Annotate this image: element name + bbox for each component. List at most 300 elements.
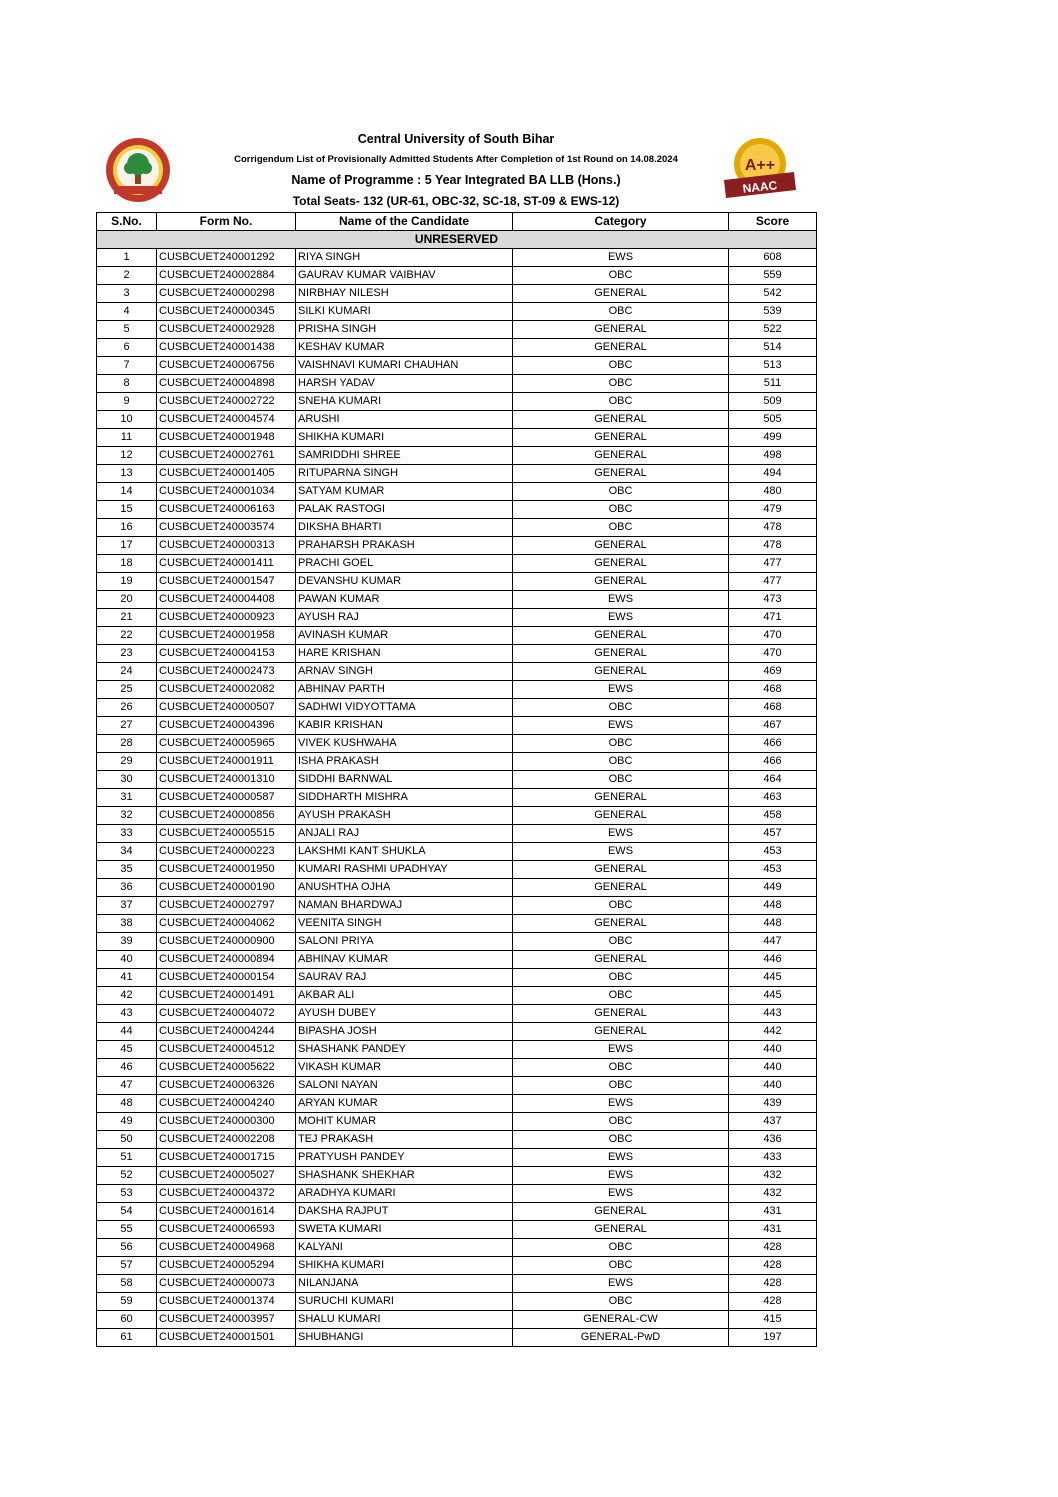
cell-category: GENERAL	[513, 1203, 729, 1221]
cell-category: GENERAL	[513, 879, 729, 897]
cell-form-no: CUSBCUET240001405	[157, 465, 296, 483]
cell-sno: 58	[97, 1275, 157, 1293]
cell-name: HARE KRISHAN	[296, 645, 513, 663]
cell-form-no: CUSBCUET240001374	[157, 1293, 296, 1311]
cell-name: TEJ PRAKASH	[296, 1131, 513, 1149]
column-header-name: Name of the Candidate	[296, 213, 513, 231]
table-row	[97, 645, 817, 663]
cell-name: ARNAV SINGH	[296, 663, 513, 681]
cell-form-no: CUSBCUET240006163	[157, 501, 296, 519]
cell-score: 471	[729, 609, 817, 627]
cell-category: GENERAL	[513, 1023, 729, 1041]
naac-label: NAAC	[741, 178, 778, 196]
cell-name: KABIR KRISHAN	[296, 717, 513, 735]
cell-score: 457	[729, 825, 817, 843]
admission-table	[96, 212, 817, 1347]
table-row	[97, 303, 817, 321]
table-row	[97, 789, 817, 807]
cell-name: VIVEK KUSHWAHA	[296, 735, 513, 753]
cell-score: 468	[729, 699, 817, 717]
cell-score: 608	[729, 249, 817, 267]
document-subtitle: Corrigendum List of Provisionally Admitted Students After Completion of 1st Round on 14.08.2024	[234, 154, 678, 165]
cell-form-no: CUSBCUET240001948	[157, 429, 296, 447]
cell-score: 478	[729, 537, 817, 555]
naac-logo-icon	[720, 134, 798, 206]
cell-sno: 28	[97, 735, 157, 753]
cell-form-no: CUSBCUET240000073	[157, 1275, 296, 1293]
cell-form-no: CUSBCUET240005622	[157, 1059, 296, 1077]
cell-name: NAMAN BHARDWAJ	[296, 897, 513, 915]
cell-category: GENERAL	[513, 339, 729, 357]
table-row	[97, 933, 817, 951]
cell-category: GENERAL	[513, 573, 729, 591]
cell-sno: 54	[97, 1203, 157, 1221]
cell-category: OBC	[513, 519, 729, 537]
cell-sno: 51	[97, 1149, 157, 1167]
cell-name: ABHINAV KUMAR	[296, 951, 513, 969]
naac-grade: A++	[744, 157, 776, 174]
cell-category: OBC	[513, 987, 729, 1005]
cell-form-no: CUSBCUET240001411	[157, 555, 296, 573]
cell-category: EWS	[513, 717, 729, 735]
cell-score: 440	[729, 1059, 817, 1077]
table-row	[97, 951, 817, 969]
cell-sno: 41	[97, 969, 157, 987]
cell-form-no: CUSBCUET240000298	[157, 285, 296, 303]
cell-category: GENERAL	[513, 537, 729, 555]
cell-category: EWS	[513, 609, 729, 627]
cell-name: GAURAV KUMAR VAIBHAV	[296, 267, 513, 285]
cell-sno: 37	[97, 897, 157, 915]
table-row	[97, 591, 817, 609]
cell-category: OBC	[513, 771, 729, 789]
cell-name: ANJALI RAJ	[296, 825, 513, 843]
cell-category: EWS	[513, 825, 729, 843]
table-row	[97, 1095, 817, 1113]
table-row	[97, 375, 817, 393]
cell-sno: 60	[97, 1311, 157, 1329]
cell-sno: 50	[97, 1131, 157, 1149]
table-row	[97, 357, 817, 375]
cell-sno: 7	[97, 357, 157, 375]
table-row	[97, 1167, 817, 1185]
cell-score: 445	[729, 969, 817, 987]
cell-sno: 36	[97, 879, 157, 897]
table-row	[97, 627, 817, 645]
section-title: UNRESERVED	[97, 231, 817, 249]
cell-category: GENERAL	[513, 429, 729, 447]
cell-name: PRISHA SINGH	[296, 321, 513, 339]
cell-score: 498	[729, 447, 817, 465]
cell-name: KUMARI RASHMI UPADHYAY	[296, 861, 513, 879]
cell-score: 478	[729, 519, 817, 537]
cell-sno: 49	[97, 1113, 157, 1131]
cell-category: OBC	[513, 483, 729, 501]
cell-sno: 38	[97, 915, 157, 933]
cell-score: 433	[729, 1149, 817, 1167]
cell-name: DAKSHA RAJPUT	[296, 1203, 513, 1221]
cell-form-no: CUSBCUET240004240	[157, 1095, 296, 1113]
cell-name: VAISHNAVI KUMARI CHAUHAN	[296, 357, 513, 375]
cell-score: 477	[729, 555, 817, 573]
cell-category: GENERAL	[513, 663, 729, 681]
cell-name: AKBAR ALI	[296, 987, 513, 1005]
table-row	[97, 807, 817, 825]
table-row	[97, 969, 817, 987]
cell-score: 445	[729, 987, 817, 1005]
cell-category: GENERAL	[513, 411, 729, 429]
cell-score: 477	[729, 573, 817, 591]
cell-name: AVINASH KUMAR	[296, 627, 513, 645]
cell-sno: 17	[97, 537, 157, 555]
cell-form-no: CUSBCUET240006326	[157, 1077, 296, 1095]
cell-form-no: CUSBCUET240000190	[157, 879, 296, 897]
cell-name: PRACHI GOEL	[296, 555, 513, 573]
cell-form-no: CUSBCUET240002208	[157, 1131, 296, 1149]
cell-name: ARUSHI	[296, 411, 513, 429]
cell-score: 437	[729, 1113, 817, 1131]
cell-form-no: CUSBCUET240001292	[157, 249, 296, 267]
table-row	[97, 1329, 817, 1347]
cell-score: 514	[729, 339, 817, 357]
table-row	[97, 1239, 817, 1257]
cell-score: 466	[729, 753, 817, 771]
cell-score: 428	[729, 1275, 817, 1293]
table-row	[97, 825, 817, 843]
cell-score: 499	[729, 429, 817, 447]
cell-form-no: CUSBCUET240003574	[157, 519, 296, 537]
cell-sno: 33	[97, 825, 157, 843]
cell-sno: 56	[97, 1239, 157, 1257]
cell-name: SALONI PRIYA	[296, 933, 513, 951]
cell-form-no: CUSBCUET240001491	[157, 987, 296, 1005]
cell-sno: 53	[97, 1185, 157, 1203]
table-row	[97, 249, 817, 267]
cell-category: GENERAL	[513, 951, 729, 969]
cell-form-no: CUSBCUET240005965	[157, 735, 296, 753]
cell-form-no: CUSBCUET240005027	[157, 1167, 296, 1185]
cell-name: SILKI KUMARI	[296, 303, 513, 321]
table-header-row	[97, 213, 817, 231]
table-row	[97, 465, 817, 483]
table-row	[97, 1311, 817, 1329]
cell-name: SWETA KUMARI	[296, 1221, 513, 1239]
cell-score: 522	[729, 321, 817, 339]
cell-name: ISHA PRAKASH	[296, 753, 513, 771]
cell-form-no: CUSBCUET240001950	[157, 861, 296, 879]
document-header	[96, 130, 816, 212]
table-row	[97, 429, 817, 447]
cell-score: 470	[729, 645, 817, 663]
cell-sno: 35	[97, 861, 157, 879]
cell-form-no: CUSBCUET240004372	[157, 1185, 296, 1203]
cell-name: SNEHA KUMARI	[296, 393, 513, 411]
cell-score: 539	[729, 303, 817, 321]
cell-form-no: CUSBCUET240004968	[157, 1239, 296, 1257]
cell-category: GENERAL	[513, 627, 729, 645]
cell-score: 197	[729, 1329, 817, 1347]
cell-form-no: CUSBCUET240000894	[157, 951, 296, 969]
column-header-form-no: Form No.	[157, 213, 296, 231]
cell-score: 448	[729, 915, 817, 933]
cell-sno: 43	[97, 1005, 157, 1023]
cell-form-no: CUSBCUET240002082	[157, 681, 296, 699]
table-row	[97, 717, 817, 735]
cell-sno: 19	[97, 573, 157, 591]
cell-form-no: CUSBCUET240000587	[157, 789, 296, 807]
cell-name: VIKASH KUMAR	[296, 1059, 513, 1077]
table-row	[97, 393, 817, 411]
cell-form-no: CUSBCUET240000313	[157, 537, 296, 555]
cell-score: 453	[729, 843, 817, 861]
cell-sno: 40	[97, 951, 157, 969]
cell-sno: 52	[97, 1167, 157, 1185]
cell-score: 442	[729, 1023, 817, 1041]
cell-name: SURUCHI KUMARI	[296, 1293, 513, 1311]
cell-form-no: CUSBCUET240000923	[157, 609, 296, 627]
cell-score: 470	[729, 627, 817, 645]
table-row	[97, 447, 817, 465]
cell-form-no: CUSBCUET240001310	[157, 771, 296, 789]
table-row	[97, 483, 817, 501]
cell-form-no: CUSBCUET240002797	[157, 897, 296, 915]
cell-sno: 18	[97, 555, 157, 573]
table-row	[97, 501, 817, 519]
cell-sno: 5	[97, 321, 157, 339]
cell-sno: 48	[97, 1095, 157, 1113]
cell-sno: 12	[97, 447, 157, 465]
cell-score: 505	[729, 411, 817, 429]
table-row	[97, 1275, 817, 1293]
cell-name: SALONI NAYAN	[296, 1077, 513, 1095]
cell-form-no: CUSBCUET240003957	[157, 1311, 296, 1329]
cell-name: KALYANI	[296, 1239, 513, 1257]
cell-sno: 47	[97, 1077, 157, 1095]
cell-sno: 44	[97, 1023, 157, 1041]
cell-name: NIRBHAY NILESH	[296, 285, 513, 303]
cell-name: SHASHANK PANDEY	[296, 1041, 513, 1059]
cell-name: MOHIT KUMAR	[296, 1113, 513, 1131]
cell-category: GENERAL	[513, 447, 729, 465]
cell-sno: 4	[97, 303, 157, 321]
table-row	[97, 411, 817, 429]
cell-form-no: CUSBCUET240001034	[157, 483, 296, 501]
cell-score: 428	[729, 1239, 817, 1257]
cell-form-no: CUSBCUET240004062	[157, 915, 296, 933]
cell-name: PALAK RASTOGI	[296, 501, 513, 519]
cell-name: SHALU KUMARI	[296, 1311, 513, 1329]
table-row	[97, 1293, 817, 1311]
cell-form-no: CUSBCUET240004396	[157, 717, 296, 735]
cell-sno: 16	[97, 519, 157, 537]
cell-form-no: CUSBCUET240004153	[157, 645, 296, 663]
cell-score: 511	[729, 375, 817, 393]
table-row	[97, 753, 817, 771]
cell-category: EWS	[513, 1149, 729, 1167]
cell-sno: 39	[97, 933, 157, 951]
cell-name: SIDDHI BARNWAL	[296, 771, 513, 789]
cell-category: GENERAL	[513, 555, 729, 573]
cell-score: 469	[729, 663, 817, 681]
cell-name: HARSH YADAV	[296, 375, 513, 393]
cell-score: 443	[729, 1005, 817, 1023]
cell-sno: 26	[97, 699, 157, 717]
cell-score: 513	[729, 357, 817, 375]
table-row	[97, 1059, 817, 1077]
cell-score: 463	[729, 789, 817, 807]
cell-score: 440	[729, 1041, 817, 1059]
cell-category: GENERAL-PwD	[513, 1329, 729, 1347]
cell-score: 453	[729, 861, 817, 879]
cell-category: OBC	[513, 303, 729, 321]
cell-category: OBC	[513, 1257, 729, 1275]
cell-category: OBC	[513, 1059, 729, 1077]
table-row	[97, 861, 817, 879]
cell-form-no: CUSBCUET240004408	[157, 591, 296, 609]
cell-form-no: CUSBCUET240000223	[157, 843, 296, 861]
cell-score: 447	[729, 933, 817, 951]
cell-category: EWS	[513, 1041, 729, 1059]
cell-name: AYUSH RAJ	[296, 609, 513, 627]
table-row	[97, 1185, 817, 1203]
cell-sno: 9	[97, 393, 157, 411]
cell-category: GENERAL-CW	[513, 1311, 729, 1329]
cell-form-no: CUSBCUET240000345	[157, 303, 296, 321]
table-row	[97, 1077, 817, 1095]
cell-score: 542	[729, 285, 817, 303]
cell-name: DEVANSHU KUMAR	[296, 573, 513, 591]
cell-sno: 31	[97, 789, 157, 807]
total-seats: Total Seats- 132 (UR-61, OBC-32, SC-18, ST-09 & EWS-12)	[292, 194, 620, 208]
cell-form-no: CUSBCUET240000300	[157, 1113, 296, 1131]
cell-score: 415	[729, 1311, 817, 1329]
cell-name: KESHAV KUMAR	[296, 339, 513, 357]
cell-name: SIDDHARTH MISHRA	[296, 789, 513, 807]
cell-form-no: CUSBCUET240001501	[157, 1329, 296, 1347]
cell-sno: 14	[97, 483, 157, 501]
cell-sno: 32	[97, 807, 157, 825]
cell-form-no: CUSBCUET240001958	[157, 627, 296, 645]
cell-name: DIKSHA BHARTI	[296, 519, 513, 537]
cell-sno: 21	[97, 609, 157, 627]
cell-category: OBC	[513, 735, 729, 753]
table-row	[97, 663, 817, 681]
table-row	[97, 1203, 817, 1221]
cell-score: 449	[729, 879, 817, 897]
cell-score: 448	[729, 897, 817, 915]
cell-score: 431	[729, 1221, 817, 1239]
cell-sno: 1	[97, 249, 157, 267]
cell-category: OBC	[513, 501, 729, 519]
cell-category: EWS	[513, 1275, 729, 1293]
cell-sno: 11	[97, 429, 157, 447]
cell-name: NILANJANA	[296, 1275, 513, 1293]
column-header-category: Category	[513, 213, 729, 231]
cell-form-no: CUSBCUET240006593	[157, 1221, 296, 1239]
table-row	[97, 1005, 817, 1023]
table-row	[97, 1113, 817, 1131]
table-row	[97, 1149, 817, 1167]
cell-sno: 8	[97, 375, 157, 393]
cell-category: OBC	[513, 897, 729, 915]
cell-category: EWS	[513, 1167, 729, 1185]
cell-score: 428	[729, 1257, 817, 1275]
cell-name: BIPASHA JOSH	[296, 1023, 513, 1041]
cell-category: OBC	[513, 1239, 729, 1257]
cell-sno: 23	[97, 645, 157, 663]
table-row	[97, 843, 817, 861]
cell-sno: 57	[97, 1257, 157, 1275]
cell-name: SAMRIDDHI SHREE	[296, 447, 513, 465]
column-header-sno: S.No.	[97, 213, 157, 231]
cell-score: 468	[729, 681, 817, 699]
cell-score: 559	[729, 267, 817, 285]
cell-category: EWS	[513, 843, 729, 861]
cell-category: OBC	[513, 699, 729, 717]
cell-form-no: CUSBCUET240001911	[157, 753, 296, 771]
cell-score: 480	[729, 483, 817, 501]
cell-sno: 15	[97, 501, 157, 519]
cell-form-no: CUSBCUET240000507	[157, 699, 296, 717]
table-row	[97, 519, 817, 537]
cell-name: SADHWI VIDYOTTAMA	[296, 699, 513, 717]
cell-score: 446	[729, 951, 817, 969]
cell-category: EWS	[513, 591, 729, 609]
section-row-unreserved	[97, 231, 817, 249]
cell-name: PRAHARSH PRAKASH	[296, 537, 513, 555]
table-row	[97, 1041, 817, 1059]
cell-category: GENERAL	[513, 465, 729, 483]
cell-category: GENERAL	[513, 645, 729, 663]
cell-name: PAWAN KUMAR	[296, 591, 513, 609]
table-row	[97, 879, 817, 897]
cell-sno: 20	[97, 591, 157, 609]
cell-category: OBC	[513, 1113, 729, 1131]
cell-sno: 10	[97, 411, 157, 429]
cell-category: GENERAL	[513, 861, 729, 879]
column-header-score: Score	[729, 213, 817, 231]
cell-category: GENERAL	[513, 321, 729, 339]
table-row	[97, 681, 817, 699]
cell-category: OBC	[513, 375, 729, 393]
cell-form-no: CUSBCUET240002928	[157, 321, 296, 339]
cell-form-no: CUSBCUET240004244	[157, 1023, 296, 1041]
cell-form-no: CUSBCUET240004574	[157, 411, 296, 429]
cell-category: OBC	[513, 1293, 729, 1311]
cell-category: OBC	[513, 1131, 729, 1149]
cell-form-no: CUSBCUET240001715	[157, 1149, 296, 1167]
table-row	[97, 537, 817, 555]
cell-category: GENERAL	[513, 807, 729, 825]
cell-form-no: CUSBCUET240006756	[157, 357, 296, 375]
cell-form-no: CUSBCUET240004072	[157, 1005, 296, 1023]
cell-name: AYUSH DUBEY	[296, 1005, 513, 1023]
cell-sno: 42	[97, 987, 157, 1005]
table-row	[97, 1257, 817, 1275]
table-row	[97, 897, 817, 915]
table-row	[97, 1131, 817, 1149]
cell-form-no: CUSBCUET240005294	[157, 1257, 296, 1275]
table-row	[97, 609, 817, 627]
cell-sno: 6	[97, 339, 157, 357]
cell-score: 509	[729, 393, 817, 411]
cell-category: GENERAL	[513, 1221, 729, 1239]
cell-score: 479	[729, 501, 817, 519]
table-row	[97, 573, 817, 591]
cell-score: 431	[729, 1203, 817, 1221]
table-row	[97, 321, 817, 339]
cell-score: 458	[729, 807, 817, 825]
